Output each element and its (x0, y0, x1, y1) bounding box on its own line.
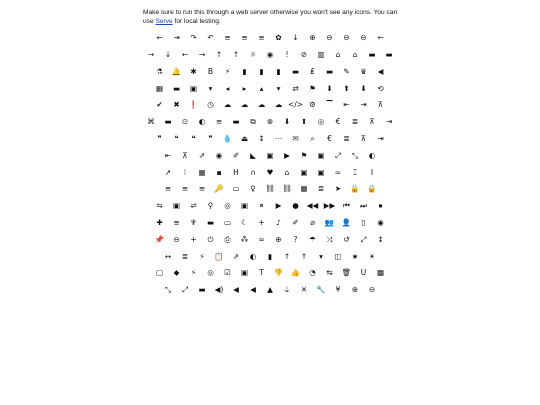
icon-glyph: ⛓ (265, 184, 275, 194)
icon-glyph: ⊼ (360, 134, 367, 144)
icon-glyph: ⚡ (190, 268, 197, 278)
icon-glyph: ▮ (276, 66, 281, 76)
icon-glyph: ▶ (284, 150, 290, 160)
icon-glyph: ♪ (276, 218, 281, 228)
icon-glyph: ← (377, 33, 384, 43)
icon-glyph: ⁂ (240, 234, 249, 244)
icon-glyph: ✚ (156, 218, 163, 228)
icon-glyph: ▬ (368, 50, 376, 60)
icon-glyph: ⌘ (147, 117, 155, 127)
icon-glyph: 🔔 (171, 66, 182, 76)
icon-glyph: ⧉ (250, 117, 256, 127)
icon-glyph: ⤢ (360, 234, 367, 244)
icon-glyph: ❝ (174, 134, 179, 144)
icon-glyph: ⤨ (326, 234, 333, 244)
icon-glyph: ✖ (173, 100, 180, 110)
icon-glyph: ✱ (190, 66, 197, 76)
icon-glyph: 🔑 (214, 184, 224, 194)
icon-glyph: 📋 (214, 251, 224, 261)
icon-glyph: 🔒 (350, 184, 360, 194)
icon-glyph: ◀ (377, 66, 384, 76)
icon-glyph: ✐ (232, 150, 240, 160)
icon-glyph: ◐ (368, 150, 376, 160)
icon-glyph: ↶ (207, 33, 214, 43)
icon-glyph: ➤ (334, 184, 342, 194)
icon-glyph: ☁ (274, 100, 283, 110)
icon-glyph: ⇄ (292, 83, 299, 93)
icon-glyph: ▪ (216, 167, 222, 177)
icon-glyph: ⬆ (343, 83, 350, 93)
serve-link[interactable]: Serve (155, 18, 173, 25)
icon-glyph: ⤡ (352, 150, 358, 160)
icon-glyph: ⌀ (310, 218, 315, 228)
icon-glyph: ☁ (223, 100, 232, 110)
icon-glyph: ▦ (155, 83, 164, 93)
icon-glyph: ▦ (198, 167, 206, 177)
icon-glyph: ⇋ (156, 201, 163, 211)
icon-glyph: ⚑ (300, 150, 308, 160)
icon-glyph: ↓ (164, 50, 172, 60)
icon-glyph: ▬ (291, 66, 300, 76)
icon-glyph: ◐ (198, 117, 206, 127)
icon-glyph: ▮ (242, 66, 247, 76)
icon-glyph: ▬ (206, 218, 215, 228)
icon-glyph: ▭ (223, 218, 232, 228)
icon-glyph: ↷ (190, 33, 197, 43)
icon-glyph: ⌂ (352, 50, 358, 60)
icon-glyph: ▣ (317, 150, 325, 160)
icon-glyph: ≡ (173, 218, 180, 228)
icon-glyph: ← (181, 50, 189, 60)
icon-glyph: ≡ (198, 184, 206, 194)
icon-glyph: ! (285, 50, 289, 60)
icon-glyph: ← (156, 33, 163, 43)
icon-glyph: ¥ (335, 285, 341, 295)
icon-glyph: ⬇ (283, 117, 291, 127)
icon-glyph: ▬ (198, 285, 206, 295)
icon-glyph: ▣ (317, 167, 325, 177)
icon-glyph: ☁ (240, 100, 249, 110)
icon-glyph: 🔧 (316, 285, 326, 295)
icon-glyph: ⇤ (164, 150, 172, 160)
icon-glyph: ∩ (250, 167, 256, 177)
icon-glyph: ⊼ (377, 100, 384, 110)
icon-glyph: ◀ (233, 285, 239, 295)
icon-glyph: ◎ (317, 117, 325, 127)
icon-glyph: → (147, 50, 155, 60)
icon-glyph: ⇥ (377, 134, 384, 144)
icon-glyph: ∞ (334, 167, 342, 177)
icon-glyph: ◐ (249, 251, 257, 261)
icon-glyph: ▣ (189, 83, 198, 93)
icon-glyph: ♥ (266, 167, 274, 177)
icon-glyph: ● (292, 201, 299, 211)
icon-glyph: </> (287, 100, 304, 110)
icon-glyph: ≣ (317, 184, 325, 194)
icon-glyph: ⏏ (240, 134, 249, 144)
icon-glyph: ▬ (172, 83, 181, 93)
icon-glyph: ≈ (258, 234, 265, 244)
icon-glyph: 👤 (341, 218, 352, 228)
icon-glyph: ⊕ (275, 234, 282, 244)
icon-glyph: T (259, 268, 264, 278)
icon-glyph: ▩ (376, 268, 385, 278)
icon-glyph: → (198, 50, 206, 60)
icon-glyph: ◀◀ (306, 201, 319, 211)
icon-glyph: € (327, 134, 332, 144)
icon-glyph: 👥 (324, 218, 335, 228)
icon-glyph: ≣ (351, 117, 359, 127)
icon-glyph: ✕ (300, 285, 308, 295)
icon-glyph: ↔ (164, 251, 172, 261)
icon-glyph: ☀ (368, 251, 376, 261)
icon-glyph: ◔ (309, 268, 316, 278)
icon-glyph: ⁝ (183, 167, 187, 177)
icon-glyph: ⚲ (207, 201, 214, 211)
icon-glyph: ★ (351, 251, 359, 261)
icon-glyph: ◎ (207, 268, 214, 278)
icon-glyph: 📌 (154, 234, 165, 244)
icon-glyph: ▶ (275, 201, 282, 211)
icon-glyph: ⏹ (378, 201, 383, 211)
icon-glyph: ▣ (300, 167, 308, 177)
icon-glyph: ⊼ (182, 150, 188, 160)
icon-glyph: ▾ (319, 251, 323, 261)
icon-glyph: ⬇ (360, 83, 367, 93)
notice-text-end: for local testing. (172, 18, 221, 25)
icon-glyph: I (370, 167, 374, 177)
icon-glyph: ↗ (164, 167, 172, 177)
icon-glyph: ☑ (224, 268, 231, 278)
icon-glyph: ⊙ (181, 117, 189, 127)
icon-glyph: ◣ (250, 150, 256, 160)
icon-glyph: ♛ (360, 66, 367, 76)
icon-glyph: ▦ (300, 184, 308, 194)
icon-glyph: ⊖ (368, 285, 376, 295)
icon-glyph: ◀) (214, 285, 224, 295)
icon-glyph: ⚗ (156, 66, 163, 76)
icon-glyph: ⬇ (326, 83, 333, 93)
icon-glyph: ❞ (208, 134, 213, 144)
icon-glyph: ▬ (325, 66, 334, 76)
icon-glyph: ▣ (240, 268, 249, 278)
icon-glyph: ◉ (215, 150, 223, 160)
icon-glyph: ≣ (181, 251, 189, 261)
icon-glyph: ⬆ (300, 117, 308, 127)
icon-glyph: ≡ (164, 184, 172, 194)
icon-glyph: ⏮ (343, 201, 350, 211)
icon-glyph: ◆ (173, 268, 180, 278)
icon-glyph: ⊕ (351, 285, 359, 295)
icon-glyph: ⏚ (283, 285, 291, 295)
icon-glyph: ⇆ (326, 268, 333, 278)
icon-glyph: U (360, 268, 367, 278)
icon-glyph: 🗑 (341, 268, 352, 278)
icon-glyph: ≣ (343, 134, 350, 144)
icon-glyph: ⋯ (274, 134, 283, 144)
icon-glyph: ☁ (257, 100, 266, 110)
icon-glyph: ⟲ (377, 83, 384, 93)
icon-glyph: ⇥ (385, 117, 393, 127)
icon-glyph: ⎙ (224, 234, 231, 244)
icon-glyph: + (190, 234, 197, 244)
icon-glyph: ≡ (258, 33, 265, 43)
icon-glyph: ? (293, 234, 298, 244)
icon-glyph: ⌶ (352, 167, 358, 177)
icon-glyph: ⤢ (335, 150, 341, 160)
icon-glyph: ◎ (224, 201, 231, 211)
icon-glyph: ⊖ (360, 33, 367, 43)
icon-glyph: ▢ (155, 268, 164, 278)
icon-glyph: ⇥ (173, 33, 180, 43)
icon-glyph: ↑ (300, 251, 308, 261)
icon-glyph: ↓ (292, 33, 299, 43)
icon-glyph: + (258, 218, 265, 228)
icon-glyph: ⏻ (207, 234, 214, 244)
icon-glyph: ▬ (385, 50, 393, 60)
icon-glyph: ◉ (266, 50, 274, 60)
icon-glyph: ▯ (361, 218, 366, 228)
icon-glyph: ▾ (276, 83, 281, 93)
icon-glyph: ≡ (241, 33, 248, 43)
icon-glyph: ≡ (224, 33, 231, 43)
icon-glyph: ▸ (242, 83, 247, 93)
icon-glyph: ≡ (181, 184, 189, 194)
icon-glyph: ◀ (250, 285, 256, 295)
icon-glyph: 💧 (222, 134, 233, 144)
icon-glyph: ▲ (267, 285, 273, 295)
icon-glyph: ₤ (310, 66, 315, 76)
icon-glyph: ☾ (241, 218, 248, 228)
icon-glyph: ▣ (172, 201, 181, 211)
icon-glyph: ☼ (249, 50, 257, 60)
icon-glyph: ⚑ (309, 83, 316, 93)
icon-glyph: ◫ (334, 251, 342, 261)
icon-glyph: ▴ (259, 83, 264, 93)
icon-glyph: ↑ (232, 50, 240, 60)
icon-glyph: ⌂ (335, 50, 341, 60)
icon-glyph: ⊘ (300, 50, 308, 60)
icon-glyph: ❗ (188, 100, 199, 110)
icon-glyph: ⛓ (282, 184, 292, 194)
icon-glyph: ⇗ (232, 251, 240, 261)
icon-glyph: ▮ (267, 251, 273, 261)
icon-glyph: ⇌ (190, 201, 197, 211)
icon-glyph: ❝ (191, 134, 196, 144)
icon-glyph: ✐ (292, 218, 299, 228)
icon-glyph: ↺ (343, 234, 350, 244)
icon-glyph: ⌕ (310, 134, 315, 144)
icon-glyph: ◷ (207, 100, 214, 110)
icon-glyph: ⚡ (224, 66, 231, 76)
icon-glyph: ↑ (283, 251, 291, 261)
icon-glyph: ⊕ (309, 33, 316, 43)
icon-glyph: ✎ (343, 66, 350, 76)
notice-text: Make sure to run this through a web server otherwise you won't see any icons. You can use (143, 9, 398, 25)
icon-glyph: H (233, 167, 239, 177)
icon-glyph: 👍 (290, 268, 301, 278)
icon-glyph: ⇤ (343, 100, 350, 110)
icon-glyph: ▣ (240, 201, 249, 211)
icon-glyph: ▮ (259, 66, 264, 76)
icon-glyph: ▥ (317, 50, 325, 60)
icon-glyph: ⚙ (309, 100, 316, 110)
icon-glyph: 🔒 (367, 184, 377, 194)
icon-glyph: ⇥ (360, 100, 367, 110)
icon-glyph: ▣ (266, 150, 274, 160)
icon-glyph: ≡ (215, 117, 223, 127)
icon-glyph: ↕ (377, 234, 384, 244)
icon-glyph: ⚡ (199, 251, 205, 261)
icon-glyph: ⏭ (360, 201, 367, 211)
icon-glyph: ◉ (377, 218, 384, 228)
icon-glyph: ⤡ (165, 285, 171, 295)
icon-glyph: ⌂ (284, 167, 290, 177)
icon-glyph: ⊖ (343, 33, 350, 43)
icon-glyph: ⊖ (326, 33, 333, 43)
icon-glyph: ▬ (164, 117, 172, 127)
icon-glyph: ⊖ (173, 234, 180, 244)
icon-glyph: ▶▶ (323, 201, 336, 211)
icon-glyph: ☂ (309, 234, 316, 244)
icon-glyph: ▾ (208, 83, 213, 93)
icon-glyph: ⊼ (369, 117, 375, 127)
icon-glyph: ♀ (250, 184, 256, 194)
icon-glyph: ⏸ (259, 201, 264, 211)
icon-glyph: 👎 (273, 268, 284, 278)
icon-glyph: ✉ (292, 134, 299, 144)
icon-glyph: B (207, 66, 214, 76)
icon-glyph: ⊗ (266, 117, 274, 127)
icon-glyph: ✿ (275, 33, 282, 43)
icon-glyph: ♆ (190, 218, 197, 228)
icon-glyph: ↑ (215, 50, 223, 60)
icon-glyph: ▬ (232, 117, 240, 127)
icon-glyph: ◂ (225, 83, 230, 93)
icon-glyph: ⇗ (198, 150, 206, 160)
icon-glyph: ✔ (156, 100, 163, 110)
icon-glyph: ▔ (326, 100, 333, 110)
icon-glyph: ❞ (157, 134, 162, 144)
icon-glyph: ▭ (232, 184, 240, 194)
icon-glyph: ↕ (258, 134, 265, 144)
icon-glyph: ⤢ (182, 285, 188, 295)
icon-glyph: € (335, 117, 341, 127)
